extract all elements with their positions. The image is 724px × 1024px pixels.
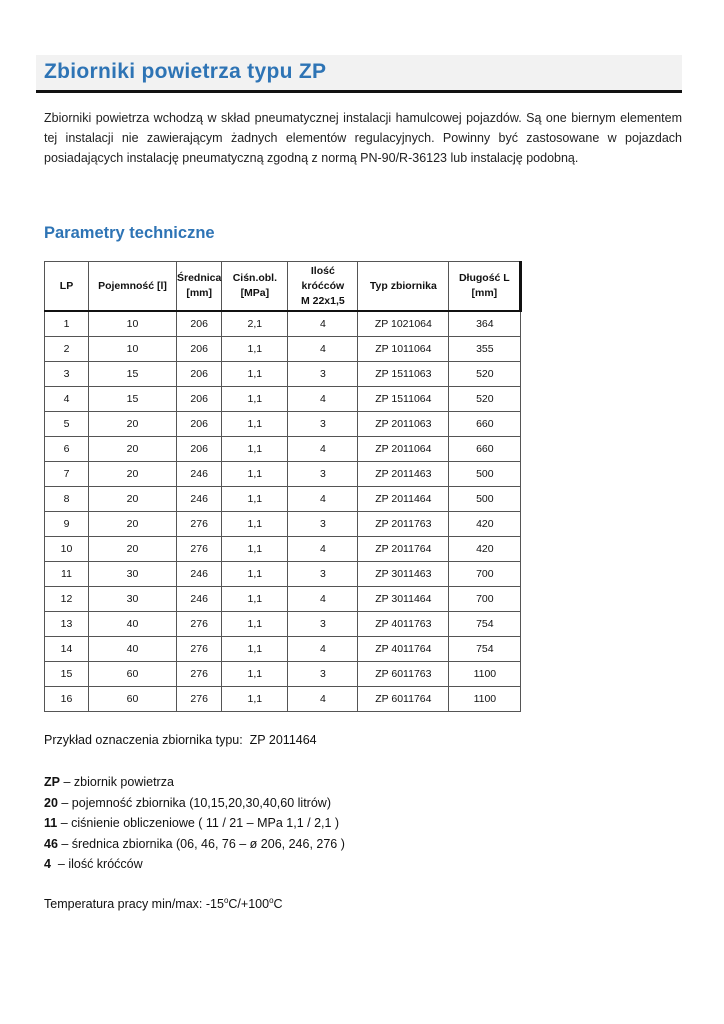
- table-cell: 6: [45, 437, 89, 462]
- table-cell: 20: [89, 487, 177, 512]
- table-cell: 4: [288, 637, 358, 662]
- designation-example: [44, 733, 317, 747]
- table-cell: 9: [45, 512, 89, 537]
- legend-item: [44, 813, 345, 834]
- table-cell: 1,1: [222, 362, 288, 387]
- table-cell: 246: [177, 562, 222, 587]
- example-code: ZP 2011464: [249, 733, 317, 747]
- table-cell: 276: [177, 537, 222, 562]
- table-row: [45, 562, 521, 587]
- table-cell: 4: [288, 311, 358, 337]
- table-cell: 1,1: [222, 487, 288, 512]
- table-cell: 30: [89, 587, 177, 612]
- temperature-label: Temperatura pracy min/max:: [44, 897, 206, 912]
- table-cell: ZP 2011763: [358, 512, 449, 537]
- table-cell: 1,1: [222, 412, 288, 437]
- table-cell: ZP 1511064: [358, 387, 449, 412]
- table-cell: 60: [89, 687, 177, 712]
- table-cell: ZP 6011764: [358, 687, 449, 712]
- title-bar: [36, 55, 682, 93]
- table-cell: 500: [449, 462, 521, 487]
- table-cell: 10: [89, 337, 177, 362]
- legend-code: 20: [44, 795, 58, 810]
- table-header-row: [45, 262, 521, 312]
- table-cell: 364: [449, 311, 521, 337]
- table-cell: 206: [177, 387, 222, 412]
- table-row: [45, 362, 521, 387]
- table-cell: 4: [288, 587, 358, 612]
- table-cell: ZP 3011463: [358, 562, 449, 587]
- table-cell: 276: [177, 612, 222, 637]
- temperature-max: /+100: [237, 897, 270, 912]
- column-header-line: M 22x1,5: [300, 294, 345, 307]
- column-header: [45, 262, 89, 312]
- column-header-line: Długość L: [458, 272, 510, 284]
- legend-code: ZP: [44, 775, 60, 789]
- table-row: [45, 612, 521, 637]
- table-cell: 3: [288, 562, 358, 587]
- table-cell: ZP 2011463: [358, 462, 449, 487]
- table-row: [45, 412, 521, 437]
- table-cell: 206: [177, 362, 222, 387]
- table-cell: 3: [288, 662, 358, 687]
- table-cell: 16: [45, 687, 89, 712]
- table-cell: 5: [45, 412, 89, 437]
- table-cell: 11: [45, 562, 89, 587]
- column-header: [89, 262, 177, 312]
- temperature-range: [44, 896, 283, 911]
- page-title: Zbiorniki powietrza typu ZP: [44, 60, 327, 83]
- legend-code: 46: [44, 836, 58, 851]
- table-row: [45, 587, 521, 612]
- table-cell: 520: [449, 387, 521, 412]
- table-cell: 246: [177, 587, 222, 612]
- table-cell: 1,1: [222, 512, 288, 537]
- table-cell: 4: [288, 387, 358, 412]
- table-cell: 2: [45, 337, 89, 362]
- degree-sign-min: o: [223, 896, 229, 905]
- table-cell: 520: [449, 362, 521, 387]
- table-cell: 2,1: [222, 311, 288, 337]
- table-cell: 20: [89, 437, 177, 462]
- table-row: [45, 311, 521, 337]
- table-cell: 276: [177, 687, 222, 712]
- table-cell: 3: [45, 362, 89, 387]
- table-cell: 7: [45, 462, 89, 487]
- table-cell: 700: [449, 562, 521, 587]
- table-cell: ZP 4011763: [358, 612, 449, 637]
- table-cell: 1,1: [222, 462, 288, 487]
- degree-sign-max: o: [269, 896, 274, 905]
- table-cell: ZP 2011764: [358, 537, 449, 562]
- table-cell: 420: [449, 537, 521, 562]
- table-cell: ZP 6011763: [358, 662, 449, 687]
- table-row: [45, 337, 521, 362]
- table-cell: 1,1: [222, 612, 288, 637]
- legend-text: – zbiornik powietrza: [59, 775, 174, 789]
- table-cell: 276: [177, 662, 222, 687]
- table-cell: 700: [449, 587, 521, 612]
- table-cell: 20: [89, 412, 177, 437]
- table-cell: 20: [89, 462, 177, 487]
- table-cell: 3: [288, 612, 358, 637]
- legend-text: – ciśnienie obliczeniowe ( 11 / 21 – MPa 1,1 / 2,1 ): [57, 816, 340, 830]
- table-row: [45, 437, 521, 462]
- table-cell: 420: [449, 512, 521, 537]
- table-cell: ZP 1511063: [358, 362, 449, 387]
- table-cell: 206: [177, 437, 222, 462]
- table-cell: 246: [177, 487, 222, 512]
- legend-text: – średnica zbiornika (06, 46, 76 – ø 206, 246, 276 ): [57, 836, 345, 851]
- table-cell: 15: [45, 662, 89, 687]
- column-header-line: LP: [59, 279, 74, 292]
- table-cell: 1,1: [222, 537, 288, 562]
- table-cell: 10: [89, 311, 177, 337]
- table-cell: 206: [177, 311, 222, 337]
- table-cell: 15: [89, 362, 177, 387]
- temperature-unit-min: C: [228, 897, 238, 912]
- temperature-min: -15: [205, 897, 224, 912]
- table-cell: 500: [449, 487, 521, 512]
- table-row: [45, 537, 521, 562]
- parameters-table: [44, 261, 522, 712]
- table-cell: 4: [288, 337, 358, 362]
- column-header-line: Typ zbiornika: [369, 279, 437, 292]
- table-cell: ZP 3011464: [358, 587, 449, 612]
- table-cell: 754: [449, 637, 521, 662]
- table-cell: 20: [89, 537, 177, 562]
- table-cell: 13: [45, 612, 89, 637]
- table-cell: 1,1: [222, 687, 288, 712]
- table-cell: 40: [89, 637, 177, 662]
- column-header: [358, 262, 449, 312]
- table-cell: 4: [288, 437, 358, 462]
- table-cell: 4: [45, 387, 89, 412]
- table-cell: 4: [288, 487, 358, 512]
- table-cell: 1100: [449, 662, 521, 687]
- table-cell: 1,1: [222, 562, 288, 587]
- table-cell: 1,1: [222, 662, 288, 687]
- table-cell: ZP 4011764: [358, 637, 449, 662]
- legend-item: [44, 772, 345, 793]
- temperature-unit-max: C: [273, 897, 283, 912]
- table-cell: 60: [89, 662, 177, 687]
- table-cell: 30: [89, 562, 177, 587]
- table-cell: 355: [449, 337, 521, 362]
- table-cell: 8: [45, 487, 89, 512]
- intro-paragraph: Zbiorniki powietrza wchodzą w skład pneumatycznej instalacji hamulcowej pojazdów. Są one biernym elementem tej instalacji nie zawierającym żadnych elementów regulacyjnych. Powinny być zastosowane w pojazdach posiadających instalację pneumatyczną zgodną z normą PN-90/R-36123 lub instalację podobną.: [44, 111, 682, 165]
- column-header-line: Pojemność [l]: [98, 279, 167, 292]
- column-header: [177, 262, 222, 312]
- table-cell: 660: [449, 437, 521, 462]
- table-cell: 40: [89, 612, 177, 637]
- table-cell: 1,1: [222, 437, 288, 462]
- column-header-line: [MPa]: [240, 287, 270, 299]
- table-cell: 276: [177, 637, 222, 662]
- table-cell: 754: [449, 612, 521, 637]
- legend-text: – pojemność zbiornika (10,15,20,30,40,60 litrów): [57, 795, 331, 810]
- legend-item: [44, 854, 345, 875]
- table-body: [45, 311, 521, 712]
- designation-legend: [44, 772, 345, 875]
- table-cell: ZP 1011064: [358, 337, 449, 362]
- table-cell: 276: [177, 512, 222, 537]
- table-cell: 246: [177, 462, 222, 487]
- table-row: [45, 387, 521, 412]
- column-header-line: [mm]: [186, 287, 213, 299]
- table-cell: ZP 2011063: [358, 412, 449, 437]
- column-header-line: Ciśn.obl.: [232, 272, 278, 284]
- table-cell: 1,1: [222, 337, 288, 362]
- table-cell: 20: [89, 512, 177, 537]
- table-cell: 1,1: [222, 637, 288, 662]
- column-header-line: Ilość: [310, 264, 335, 277]
- column-header-line: króćców: [301, 279, 345, 292]
- legend-text: – ilość króćców: [50, 857, 143, 871]
- table-row: [45, 462, 521, 487]
- column-header-line: [mm]: [471, 287, 498, 299]
- column-header-line: Średnica: [177, 272, 222, 284]
- table-row: [45, 512, 521, 537]
- table-cell: 10: [45, 537, 89, 562]
- column-header: [449, 262, 521, 312]
- legend-item: [44, 793, 345, 814]
- table-cell: ZP 2011064: [358, 437, 449, 462]
- table-cell: 1,1: [222, 387, 288, 412]
- legend-code: 4: [44, 857, 51, 871]
- column-header: [288, 262, 358, 312]
- table-cell: 14: [45, 637, 89, 662]
- table-cell: 3: [288, 362, 358, 387]
- table-cell: 206: [177, 337, 222, 362]
- table-cell: 4: [288, 537, 358, 562]
- table-row: [45, 487, 521, 512]
- table-cell: 3: [288, 512, 358, 537]
- table-cell: 15: [89, 387, 177, 412]
- table-cell: 1100: [449, 687, 521, 712]
- table-cell: 3: [288, 412, 358, 437]
- table-cell: 1,1: [222, 587, 288, 612]
- table-cell: 206: [177, 412, 222, 437]
- table-cell: 3: [288, 462, 358, 487]
- column-header: [222, 262, 288, 312]
- table-cell: ZP 1021064: [358, 311, 449, 337]
- table-row: [45, 687, 521, 712]
- table-cell: 1: [45, 311, 89, 337]
- legend-item: [44, 834, 345, 855]
- table-cell: 660: [449, 412, 521, 437]
- table-row: [45, 637, 521, 662]
- legend-code: 11: [44, 816, 58, 830]
- example-label: Przykład oznaczenia zbiornika typu:: [44, 733, 243, 747]
- table-row: [45, 662, 521, 687]
- table-cell: 12: [45, 587, 89, 612]
- table-cell: 4: [288, 687, 358, 712]
- section-title: Parametry techniczne: [44, 224, 215, 242]
- table-cell: ZP 2011464: [358, 487, 449, 512]
